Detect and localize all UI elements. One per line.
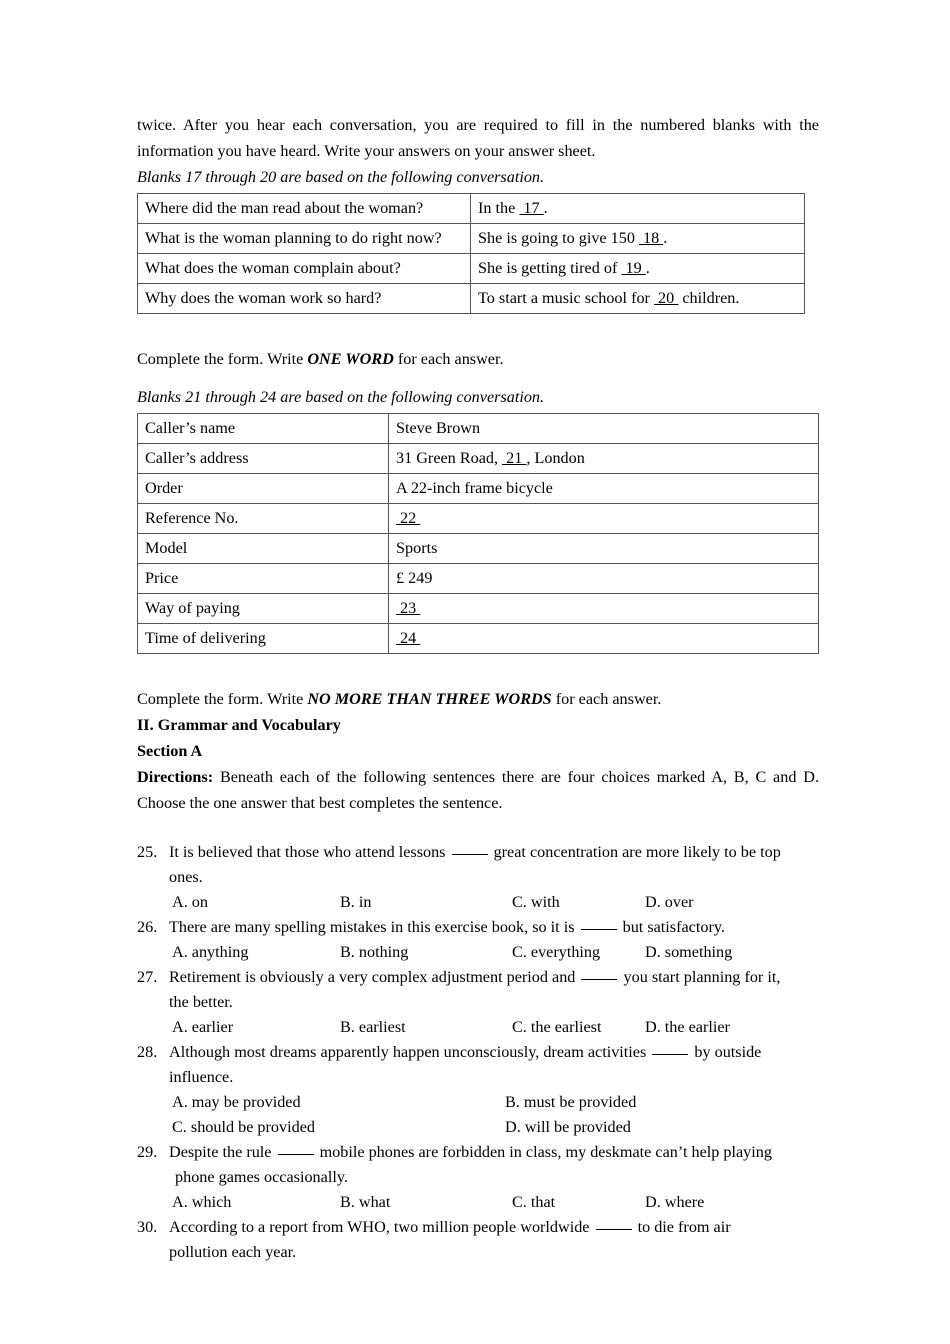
question-28	[137, 1040, 819, 1090]
table-row	[138, 564, 819, 594]
options-26	[137, 940, 819, 965]
table-cell-label: Price	[138, 564, 389, 594]
options-29	[137, 1190, 819, 1215]
question-29	[137, 1140, 819, 1190]
question-stem-line2: influence.	[169, 1068, 234, 1086]
section-heading: II. Grammar and Vocabulary	[137, 716, 341, 734]
question-stem-line2: ones.	[169, 868, 203, 886]
value-text-post: , London	[526, 449, 585, 467]
question-stem-line2: the better.	[169, 993, 233, 1011]
table-cell-label: Order	[138, 474, 389, 504]
option-a[interactable]: A. may be provided	[172, 1093, 301, 1111]
blank-24: 24	[396, 629, 421, 647]
table-row	[138, 504, 819, 534]
question-number: 26.	[137, 918, 158, 936]
question-stem	[169, 1040, 819, 1065]
question-number: 28.	[137, 1043, 158, 1061]
table-row	[138, 194, 805, 224]
value-text-pre: Sports	[396, 539, 438, 557]
listening-table-21-24	[137, 413, 819, 654]
value-text-pre: 31 Green Road,	[396, 449, 503, 467]
table-cell-value	[389, 414, 819, 444]
value-text-pre: Steve Brown	[396, 419, 481, 437]
table-row	[138, 624, 819, 654]
option-d[interactable]: D. something	[645, 943, 733, 961]
question-number: 30.	[137, 1218, 158, 1236]
question-number: 25.	[137, 843, 158, 861]
option-c[interactable]: C. the earliest	[512, 1018, 602, 1036]
stem-part1: It is believed that those who attend lessons	[169, 843, 450, 861]
answer-blank	[652, 1054, 688, 1055]
option-b[interactable]: B. nothing	[340, 943, 409, 961]
option-d[interactable]: D. the earlier	[645, 1018, 730, 1036]
stem-part2: but satisfactory.	[618, 918, 725, 936]
spacer	[137, 314, 819, 346]
directions-text: Beneath each of the following sentences there are four choices marked A, B, C and D. Choose the one answer that best completes the sentence.	[137, 768, 819, 812]
instruction-pre: Complete the form. Write	[137, 350, 308, 368]
option-b[interactable]: B. in	[340, 893, 372, 911]
option-d[interactable]: D. where	[645, 1193, 705, 1211]
stem-part2: to die from air	[633, 1218, 731, 1236]
option-a[interactable]: A. on	[172, 893, 208, 911]
options-25	[137, 890, 819, 915]
question-stem	[169, 965, 819, 990]
table-cell-label: Reference No.	[138, 504, 389, 534]
answer-text-post: .	[645, 259, 650, 277]
stem-part1: According to a report from WHO, two million people worldwide	[169, 1218, 594, 1236]
stem-part1: Retirement is obviously a very complex adjustment period and	[169, 968, 580, 986]
table-cell-value	[389, 564, 819, 594]
table-row	[138, 224, 805, 254]
page-content	[137, 112, 819, 1265]
instruction-one-word	[137, 346, 819, 372]
blanks-note-21-24: Blanks 21 through 24 are based on the following conversation.	[137, 388, 545, 406]
intro-paragraph: twice. After you hear each conversation, you are required to fill in the numbered blanks with the information you have heard. Write your answers on your answer sheet.	[137, 116, 819, 160]
answer-blank	[596, 1229, 632, 1230]
section-subheading: Section A	[137, 742, 203, 760]
table-cell-label: Time of delivering	[138, 624, 389, 654]
answer-blank	[581, 929, 617, 930]
option-a[interactable]: A. anything	[172, 943, 249, 961]
question-stem	[169, 915, 819, 940]
table-row	[138, 444, 819, 474]
table-cell-question: What does the woman complain about?	[138, 254, 471, 284]
question-stem	[169, 840, 819, 865]
table-cell-label: Caller’s name	[138, 414, 389, 444]
answer-blank	[278, 1154, 314, 1155]
table-row	[138, 414, 819, 444]
option-c[interactable]: C. that	[512, 1193, 556, 1211]
table-cell-answer	[471, 284, 805, 314]
blank-23: 23	[396, 599, 421, 617]
options-28-row1	[137, 1090, 819, 1115]
table-cell-answer	[471, 224, 805, 254]
blank-21: 21	[502, 449, 527, 467]
option-d[interactable]: D. will be provided	[505, 1118, 631, 1136]
option-b[interactable]: B. what	[340, 1193, 391, 1211]
question-stem-line2: phone games occasionally.	[175, 1168, 348, 1186]
stem-part2: you start planning for it,	[619, 968, 781, 986]
instruction-emphasis: NO MORE THAN THREE WORDS	[307, 690, 552, 708]
listening-table-17-20	[137, 193, 805, 314]
table-row	[138, 284, 805, 314]
option-a[interactable]: A. earlier	[172, 1018, 234, 1036]
blank-20: 20	[654, 289, 679, 307]
option-a[interactable]: A. which	[172, 1193, 232, 1211]
answer-text-post: .	[663, 229, 668, 247]
question-30	[137, 1215, 819, 1265]
stem-part2: mobile phones are forbidden in class, my deskmate can’t help playing	[315, 1143, 772, 1161]
table-cell-question: What is the woman planning to do right now?	[138, 224, 471, 254]
answer-text-post: children.	[678, 289, 740, 307]
instruction-post: for each answer.	[551, 690, 662, 708]
table-row	[138, 594, 819, 624]
spacer	[137, 654, 819, 686]
answer-blank	[581, 979, 617, 980]
question-number: 27.	[137, 968, 158, 986]
instruction-three-words	[137, 686, 819, 712]
question-stem	[169, 1140, 819, 1165]
option-b[interactable]: B. earliest	[340, 1018, 406, 1036]
question-25	[137, 840, 819, 890]
answer-text-post: .	[543, 199, 548, 217]
option-c[interactable]: C. should be provided	[172, 1118, 315, 1136]
option-b[interactable]: B. must be provided	[505, 1093, 637, 1111]
question-26	[137, 915, 819, 940]
table-cell-answer	[471, 254, 805, 284]
table-row	[138, 534, 819, 564]
directions-label: Directions:	[137, 768, 214, 786]
question-stem	[169, 1215, 819, 1240]
instruction-post: for each answer.	[393, 350, 504, 368]
answer-text-pre: To start a music school for	[478, 289, 654, 307]
value-text-pre: A 22-inch frame bicycle	[396, 479, 553, 497]
directions-paragraph	[137, 764, 819, 816]
blanks-note-17-20: Blanks 17 through 20 are based on the following conversation.	[137, 168, 545, 186]
table-cell-value	[389, 594, 819, 624]
stem-part2: great concentration are more likely to be top	[489, 843, 781, 861]
table-row	[138, 254, 805, 284]
answer-text-pre: She is getting tired of	[478, 259, 622, 277]
table-cell-question: Why does the woman work so hard?	[138, 284, 471, 314]
option-c[interactable]: C. everything	[512, 943, 601, 961]
answer-blank	[452, 854, 488, 855]
instruction-emphasis: ONE WORD	[307, 350, 394, 368]
blank-18: 18	[638, 229, 664, 247]
stem-part1: Despite the rule	[169, 1143, 276, 1161]
blank-22: 22	[396, 509, 421, 527]
spacer	[137, 372, 819, 384]
options-28-row2	[137, 1115, 819, 1140]
table-cell-value	[389, 504, 819, 534]
table-cell-label: Model	[138, 534, 389, 564]
answer-text-pre: In the	[478, 199, 520, 217]
value-text-pre: £ 249	[396, 569, 433, 587]
table-cell-label: Caller’s address	[138, 444, 389, 474]
stem-part2: by outside	[690, 1043, 762, 1061]
table-cell-answer	[471, 194, 805, 224]
blank-17: 17	[519, 199, 544, 217]
question-27	[137, 965, 819, 1015]
table-cell-value	[389, 444, 819, 474]
spacer	[137, 816, 819, 840]
option-c[interactable]: C. with	[512, 893, 560, 911]
options-27	[137, 1015, 819, 1040]
table-cell-question: Where did the man read about the woman?	[138, 194, 471, 224]
question-number: 29.	[137, 1143, 158, 1161]
table-cell-value	[389, 624, 819, 654]
option-d[interactable]: D. over	[645, 893, 694, 911]
answer-text-pre: She is going to give 150	[478, 229, 639, 247]
question-stem-line2: pollution each year.	[169, 1243, 297, 1261]
instruction-pre: Complete the form. Write	[137, 690, 308, 708]
table-cell-value	[389, 534, 819, 564]
stem-part1: Although most dreams apparently happen unconsciously, dream activities	[169, 1043, 651, 1061]
blank-19: 19	[621, 259, 646, 277]
table-cell-value	[389, 474, 819, 504]
table-cell-label: Way of paying	[138, 594, 389, 624]
stem-part1: There are many spelling mistakes in this exercise book, so it is	[169, 918, 579, 936]
table-row	[138, 474, 819, 504]
